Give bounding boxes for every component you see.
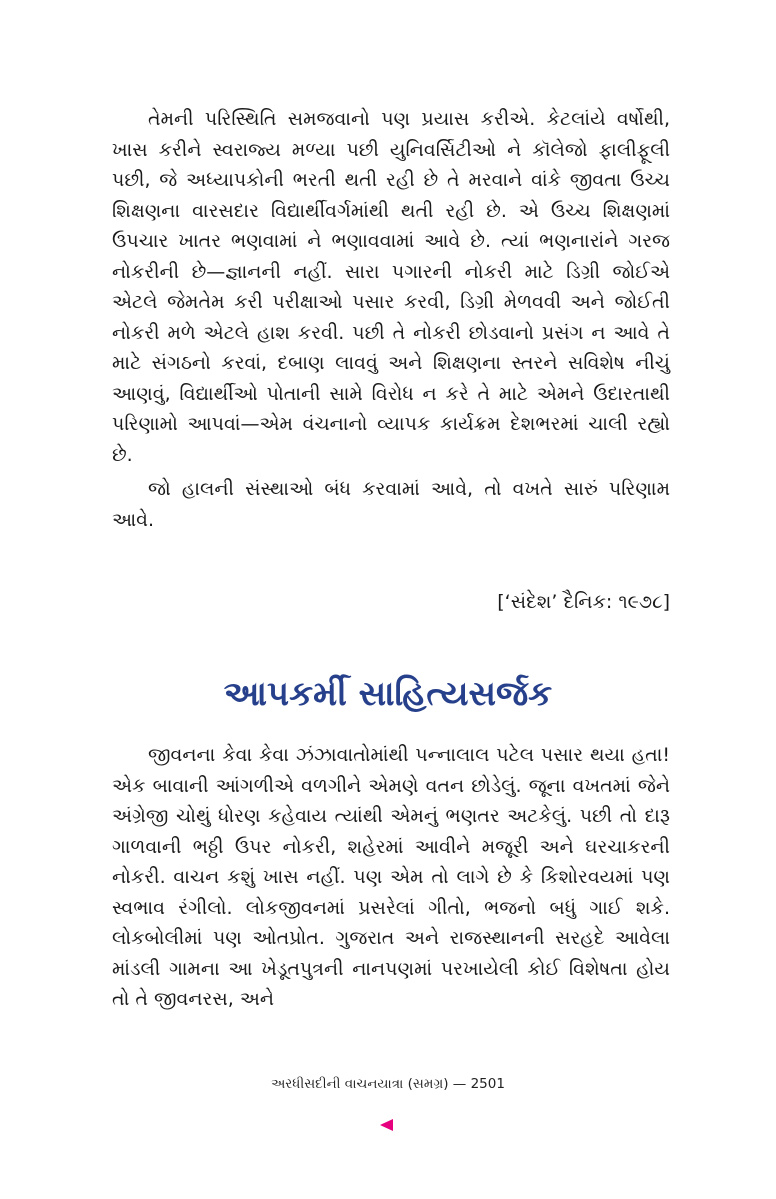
source-citation: [‘સંદેશ’ દૈનિક: ૧૯૭૮] bbox=[497, 591, 670, 613]
section-one-body bbox=[112, 104, 670, 535]
body-paragraph: તેમની પરિસ્થિતિ સમજવાનો પણ પ્રયાસ કરીએ. કેટલાંયે વર્ષોથી, ખાસ કરીને સ્વરાજ્ય મળ્યા પછી યુનિવર્સિટીઓ ને કૉલેજો ફાલીફૂલી પછી, જે અધ્યાપકોની ભરતી થતી રહી છે તે મરવાને વાંકે જીવતા ઉચ્ચ શિક્ષણના વારસદાર વિદ્યાર્થીવર્ગમાંથી થતી રહી છે. એ ઉચ્ચ શિક્ષણમાં ઉપચાર ખાતર ભણવામાં ને ભણાવવામાં આવે છે. ત્યાં ભણનારાંને ગરજ નોકરીની છે—જ્ઞાનની નહીં. સારા પગારની નોકરી માટે ડિગ્રી જોઈએ એટલે જેમતેમ કરી પરીક્ષાઓ પસાર કરવી, ડિગ્રી મેળવવી અને જોઈતી નોકરી મળે એટલે હાશ કરવી. પછી તે નોકરી છોડવાનો પ્રસંગ ન આવે તે માટે સંગઠનો કરવાં, દબાણ લાવવું અને શિક્ષણના સ્તરને સવિશેષ નીચું આણવું, વિદ્યાર્થીઓ પોતાની સામે વિરોધ ન કરે તે માટે એમને ઉદારતાથી પરિણામો આપવાં—એમ વંચનાનો વ્યાપક કાર્યક્રમ દેશભરમાં ચાલી રહ્યો છે. bbox=[112, 108, 670, 466]
section-heading: આપકર્મી સાહિત્યસર્જક bbox=[223, 674, 553, 714]
section-two-body bbox=[112, 740, 670, 1015]
body-paragraph: જીવનના કેવા કેવા ઝંઝાવાતોમાંથી પન્નાલાલ પટેલ પસાર થયા હતા! એક બાવાની આંગળીએ વળગીને એમણે વતન છોડેલું. જૂના વખતમાં જેને અંગ્રેજી ચોથું ધોરણ કહેવાય ત્યાંથી એમનું ભણતર અટકેલું. પછી તો દારૂ ગાળવાની ભઠ્ઠી ઉપર નોકરી, શહેરમાં આવીને મજૂરી અને ઘરચાકરની નોકરી. વાચન કશું ખાસ નહીં. પણ એમ તો લાગે છે કે કિશોરવયમાં પણ સ્વભાવ રંગીલો. લોકજીવનમાં પ્રસરેલાં ગીતો, ભજનો બધું ગાઈ શકે. લોકબોલીમાં પણ ઓતપ્રોત. ગુજરાત અને રાજસ્થાનની સરહદે આવેલા માંડલી ગામના આ ખેડૂતપુત્રની નાનપણમાં પરખાયેલી કોઈ વિશેષતા હોય તો તે જીવનરસ, અને bbox=[112, 744, 670, 1010]
body-paragraph: જો હાલની સંસ્થાઓ બંધ કરવામાં આવે, તો વખતે સારું પરિણામ આવે. bbox=[112, 478, 670, 531]
page-footer: અરધીસદીની વાચનયાત્રા (સમગ્ર) — 2501 bbox=[271, 1076, 505, 1092]
previous-page-arrow-icon[interactable] bbox=[380, 1119, 393, 1131]
